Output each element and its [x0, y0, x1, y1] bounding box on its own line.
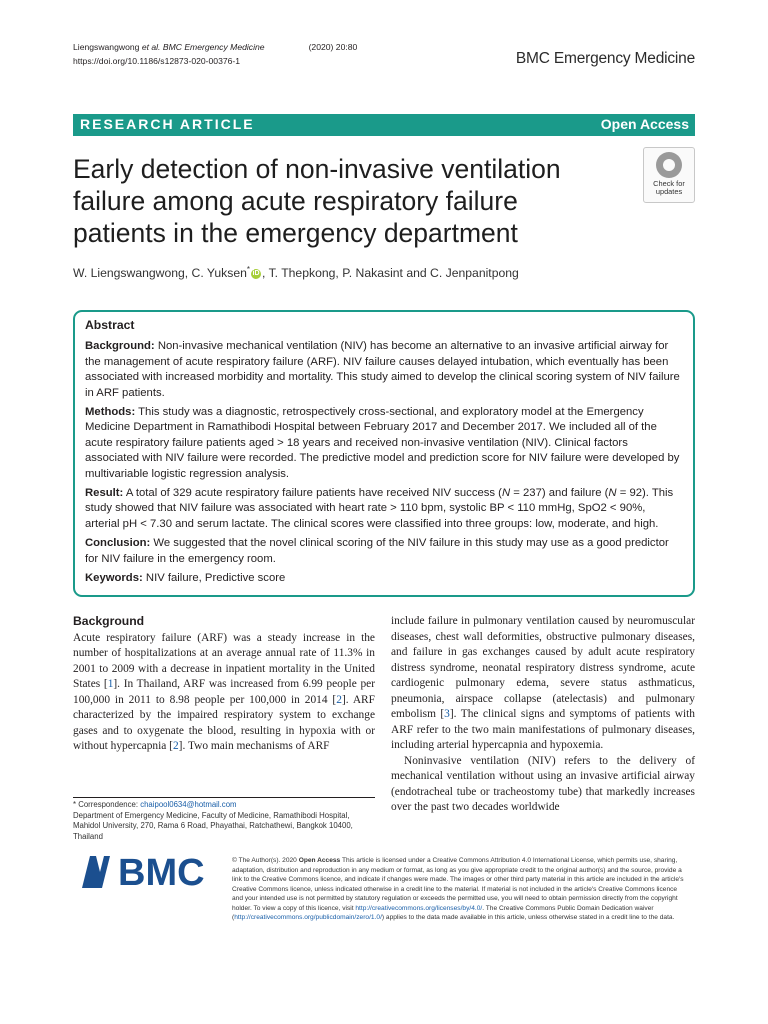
check-updates-line: updates	[655, 187, 683, 196]
section-heading: Background	[73, 614, 145, 628]
check-for-updates-badge[interactable]	[643, 147, 695, 203]
logo-text: BMC	[118, 852, 205, 890]
abstract-text: A total of 329 acute respiratory failure patients have received NIV success (	[125, 487, 502, 500]
license-text: . The Creative Commons Public Domain Dedication waiver (	[232, 904, 654, 921]
article-type-label: RESEARCH ARTICLE	[80, 116, 255, 132]
abstract-label: Keywords:	[85, 572, 143, 585]
affiliation: Department of Emergency Medicine, Faculty of Medicine, Ramathibodi Hospital, Mahidol University, 270, Rama 6 Road, Phayathai, Ratchathewi, Bangkok 10400, Thailand	[73, 810, 353, 842]
body-text: ]. The clinical signs and symptoms of patients with ARF refer to the two main manifestations of pulmonary diseases, including arterial hypercapnia and hypoxemia.	[391, 708, 695, 751]
email-link[interactable]: chaipool0634@hotmail.com	[140, 800, 237, 809]
article-type-banner	[73, 114, 695, 136]
citation-header	[73, 40, 357, 68]
abstract-text: N	[608, 487, 617, 500]
body-text: Acute respiratory failure (ARF) was a steady increase in the number of hospitalizations at an average annual rate of 11.3% in 2001 to 2009 with a decrease in inpatient mortality in the United States [	[73, 631, 375, 690]
citation-year: (2020) 20:80	[308, 42, 358, 52]
abstract-keywords	[85, 571, 683, 586]
check-updates-text	[644, 180, 694, 196]
abstract-text: = 92). This study showed that NIV failure was associated with heart rate > 110 bpm, systolic BP < 110 mmHg, SpO2 < 90%, arterial pH < 7.30 and serum lactate. The clinical scores were classified into three groups: low, moderate, and high.	[85, 487, 674, 530]
title-line: failure among acute respiratory failure	[73, 186, 518, 216]
correspondence-line	[73, 800, 375, 811]
body-paragraph: Noninvasive ventilation (NIV) refers to the delivery of mechanical ventilation without using an invasive artificial airway (endotracheal tube or tracheostomy tube) that markedly increases over the past two decades worldwide	[391, 754, 695, 813]
body-text: ]. In Thailand, ARF was increased from 6.99 people per 100,000 in 2011 to 8.98 people per 100,000 in 2014 [	[73, 678, 375, 706]
abstract-heading: Abstract	[85, 318, 135, 332]
body-text: ]. Two main mechanisms of ARF	[178, 740, 330, 752]
abstract-text: NIV failure, Predictive score	[145, 572, 286, 585]
abstract-label: Background:	[85, 340, 155, 353]
reference-link[interactable]: 2	[336, 693, 342, 706]
journal-name: BMC Emergency Medicine	[515, 50, 695, 67]
correspondence-footnote	[73, 797, 375, 843]
reference-link[interactable]: 2	[172, 740, 179, 752]
title-line: Early detection of non-invasive ventilation	[73, 154, 561, 184]
abstract-label: Conclusion:	[85, 537, 151, 550]
body-text: include failure in pulmonary ventilation caused by neuromuscular diseases, chest wall deformities, obstructive pulmonary diseases, and failure in gas exchanges caused by adult acute respiratory distress syndrome, neonatal respiratory distress syndrome, acute cardiogenic pulmonary edema, severe status asthmaticus, pneumonia, airspace collapse (atelectasis) and pulmonary embolism [	[391, 615, 695, 720]
abstract-background	[85, 339, 683, 401]
citation-line	[73, 40, 357, 54]
citation-authors: Liengswangwong	[73, 42, 142, 52]
logo-mark	[82, 856, 110, 888]
abstract-text: This study was a diagnostic, retrospectively cross-sectional, and exploratory model at the Emergency Medicine Department in Ramathibodi Hospital between February 2017 and December 2017. We included all of the acute respiratory failure patients aged > 18 years and received non-invasive ventilation (NIV). Clinical factors associated with NIV failure were recorded. The predictive model and prediction score for NIV failure were developed by multivariable logistic regression analysis.	[85, 406, 680, 480]
license-link[interactable]: http://creativecommons.org/licenses/by/4.0/	[355, 904, 483, 912]
body-text: ]. ARF characterized by the impaired respiratory system to exchange gases and to oxygenate the blood, resulting in hypoxia with or without hypercapnia [	[73, 693, 375, 752]
reference-link[interactable]: 3	[444, 708, 450, 720]
corresponding-mark: *	[246, 265, 251, 274]
body-paragraph	[391, 614, 695, 754]
abstract-result	[85, 486, 683, 532]
public-domain-link[interactable]: http://creativecommons.org/publicdomain/zero/1.0/	[234, 914, 382, 921]
abstract-methods	[85, 405, 683, 482]
orcid-icon[interactable]: iD	[252, 269, 260, 277]
citation-journal: et al. BMC Emergency Medicine	[141, 42, 265, 52]
body-paragraph	[73, 631, 375, 755]
article-title	[73, 153, 633, 249]
abstract-text: = 237) and failure (	[510, 487, 609, 500]
open-access-label: Open Access	[600, 116, 689, 132]
update-icon	[656, 152, 682, 178]
license-open-access: Open Access	[298, 857, 341, 864]
license-text: This article is licensed under a Creative Commons Attribution 4.0 International License, which permits use, sharing, adaptation, distribution and reproduction in any medium or format, as long as you give appropriate credit to the original author(s) and the source, provide a link to the Creative Commons licence, and indicate if changes were made. The images or other third party material in this article are included in the article's Creative Commons licence, unless indicated otherwise in a credit line to the material. If material is not included in the article's Creative Commons licence and your intended use is not permitted by statutory regulation or exceeds the permitted use, you will need to obtain permission directly from the copyright holder. To view a copy of this licence, visit	[232, 857, 684, 912]
abstract-label: Methods:	[85, 406, 136, 419]
body-column-left	[73, 614, 375, 755]
title-line: patients in the emergency department	[73, 218, 518, 248]
abstract-label: Result:	[85, 487, 124, 500]
authors-text: W. Liengswangwong, C. Yuksen	[73, 266, 247, 281]
body-column-right	[391, 614, 695, 816]
license-text: ) applies to the data made available in this article, unless otherwise stated in a credit line to the data.	[381, 914, 675, 921]
doi-link[interactable]: https://doi.org/10.1186/s12873-020-00376-1	[73, 56, 241, 66]
reference-link[interactable]: 1	[107, 678, 114, 690]
check-updates-line: Check for	[653, 179, 685, 188]
abstract-text: We suggested that the novel clinical scoring of the NIV failure in this study may use as a good predictor for NIV failure in the emergency room.	[85, 537, 669, 565]
abstract-text: Non-invasive mechanical ventilation (NIV) has become an alternative to an invasive artificial airway for the management of acute respiratory failure (ARF). NIV failure causes delayed intubation, which eventually has been associated with increased morbidity and mortality. This study aimed to develop the clinical scoring system of NIV failure in ARF patients.	[85, 340, 680, 399]
license-statement	[232, 856, 684, 923]
license-text: © The Author(s). 2020	[232, 857, 299, 864]
authors-text: , T. Thepkong, P. Nakasint and C. Jenpanitpong	[262, 266, 519, 281]
author-list	[73, 265, 519, 280]
abstract-box	[73, 310, 695, 597]
bmc-logo	[80, 850, 220, 890]
correspondence-label: * Correspondence:	[73, 800, 141, 809]
abstract-text: N	[501, 487, 511, 500]
abstract-conclusion	[85, 536, 683, 567]
